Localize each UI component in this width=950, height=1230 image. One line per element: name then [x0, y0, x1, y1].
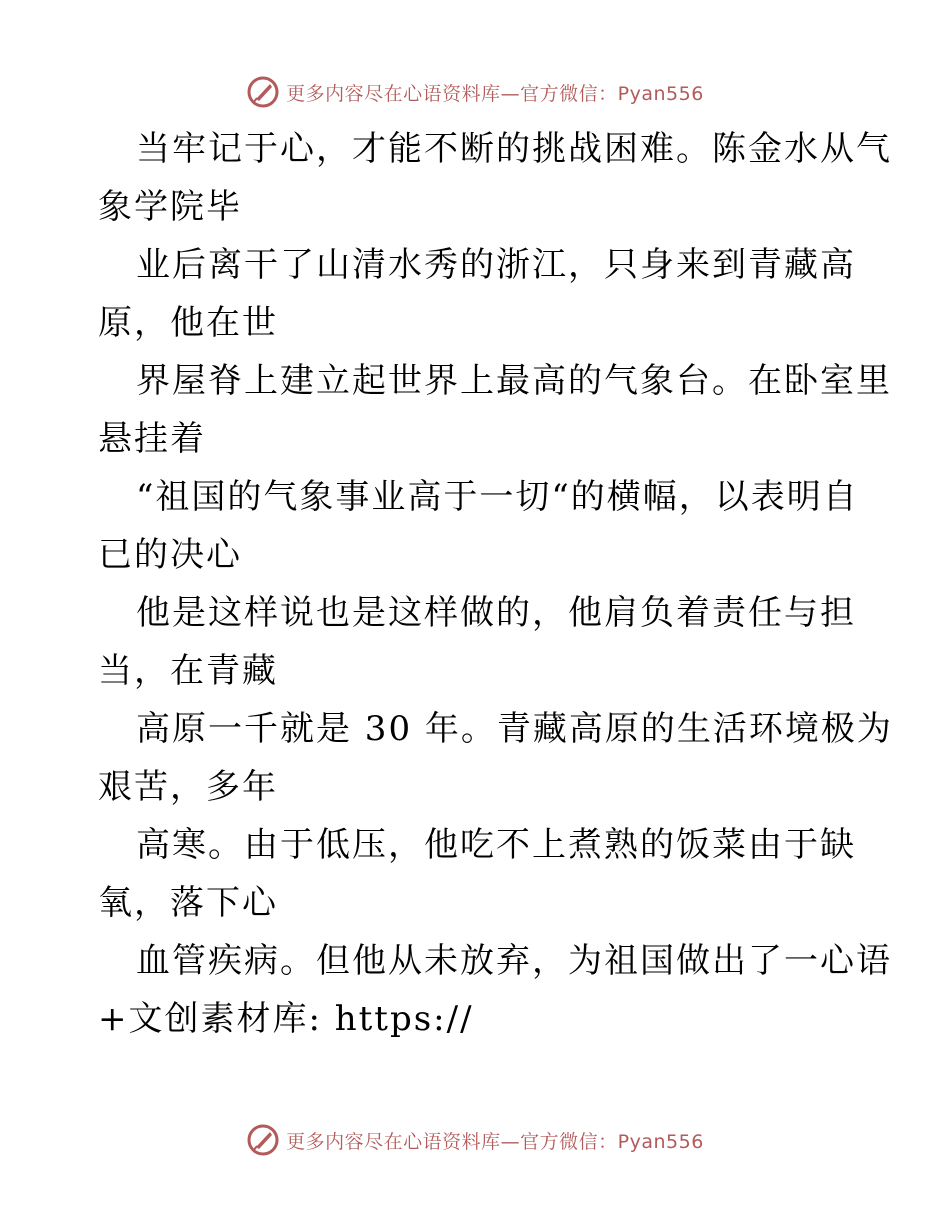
- body-line: +文创素材库: https://: [98, 999, 474, 1039]
- header-banner-text: 更多内容尽在心语资料库—官方微信：Pyan556: [286, 82, 704, 105]
- body-line: 高寒。由于低压，他吃不上煮熟的饭菜由于缺: [136, 825, 856, 865]
- header-banner: [0, 72, 950, 112]
- body-line: 界屋脊上建立起世界上最高的气象台。在卧室里: [136, 361, 892, 401]
- body-line: “祖国的气象事业高于一切“的横幅，以表明自: [136, 477, 859, 517]
- body-line: 氧，落下心: [98, 883, 278, 923]
- footer-banner: [0, 1120, 950, 1160]
- document-body: [98, 120, 893, 1048]
- body-line: 他是这样说也是这样做的，他肩负着责任与担: [136, 593, 856, 633]
- body-line: 已的决心: [98, 535, 242, 575]
- body-line: 当牢记于心，才能不断的挑战困难。陈金水从气: [136, 129, 892, 169]
- body-line: 象学院毕: [98, 187, 242, 227]
- footer-banner-text: 更多内容尽在心语资料库—官方微信：Pyan556: [286, 1130, 704, 1153]
- quill-pen-logo-icon: [246, 1123, 280, 1157]
- body-line: 业后离干了山清水秀的浙江，只身来到青藏高: [136, 245, 856, 285]
- body-line: 艰苦，多年: [98, 767, 278, 807]
- body-line: 血管疾病。但他从未放弃，为祖国做出了一心语: [136, 941, 892, 981]
- body-line: 悬挂着: [98, 419, 206, 459]
- quill-pen-logo-icon: [246, 75, 280, 109]
- body-line: 原，他在世: [98, 303, 278, 343]
- body-line: 当，在青藏: [98, 651, 278, 691]
- body-line: 高原一千就是 30 年。青藏高原的生活环境极为: [136, 709, 893, 749]
